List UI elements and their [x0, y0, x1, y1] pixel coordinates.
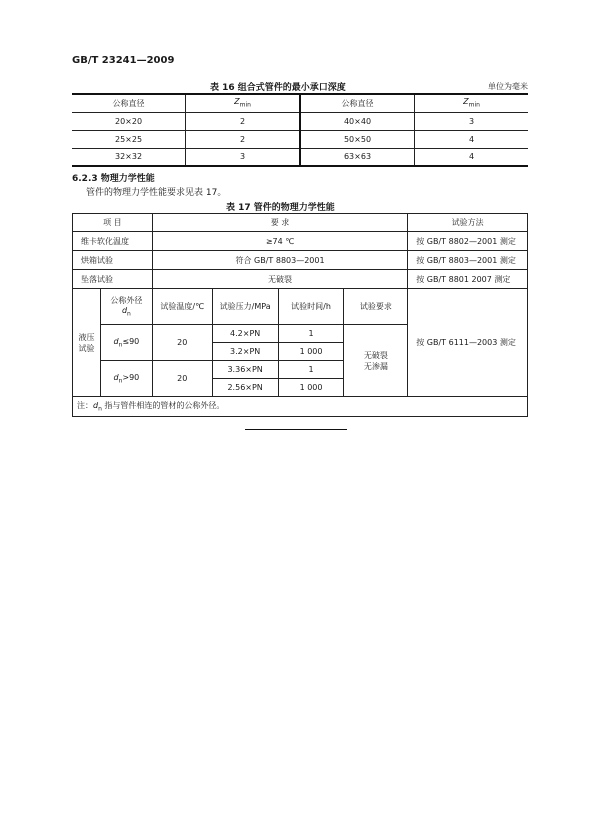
table-cell: 4	[415, 148, 528, 166]
row-method-drop: 按 GB/T 8801 2007 测定	[408, 270, 528, 289]
table-header-row	[72, 94, 528, 112]
table-cell: 2	[186, 112, 300, 130]
row-item-drop: 坠落试验	[73, 270, 153, 289]
table-row	[73, 289, 528, 325]
table-cell: 2	[186, 130, 300, 148]
end-rule	[245, 429, 347, 430]
pressure-test-label-top: 液压	[78, 332, 95, 342]
header-test-method: 试验方法	[408, 214, 528, 232]
table-cell: 3	[186, 148, 300, 166]
table-note: 注：$d_n$ 指与管件相连的管材的公称外径。	[73, 397, 528, 417]
table-note-row	[73, 397, 528, 417]
table-row	[73, 270, 528, 289]
header-zmin: $Z_{min}$	[186, 94, 300, 112]
row-method-oven: 按 GB/T 8803—2001 测定	[408, 251, 528, 270]
table-cell: 20×20	[72, 112, 186, 130]
pressure-cell: 2.56×PN	[212, 379, 278, 397]
pressure-test-label-bottom: 试验	[78, 343, 95, 353]
row-method-vicat: 按 GB/T 8802—2001 测定	[408, 232, 528, 251]
table17	[72, 213, 528, 417]
pressure-test-method: 按 GB/T 6111—2003 测定	[408, 289, 528, 397]
row-req-oven: 符合 GB/T 8803—2001	[152, 251, 407, 270]
standard-number: GB/T 23241—2009	[72, 55, 175, 66]
table17-caption: 表 17 管件的物理力学性能	[226, 203, 335, 213]
table-cell: 50×50	[300, 130, 415, 148]
pressure-cell: 3.36×PN	[212, 361, 278, 379]
dn-cell-1: $d_n\le 90$	[100, 325, 152, 361]
table-row	[73, 251, 528, 270]
time-cell: 1 000	[278, 343, 344, 361]
temp-cell-1: 20	[152, 325, 212, 361]
table-cell: 63×63	[300, 148, 415, 166]
table-row	[72, 130, 528, 148]
sub-header-requirement: 试验要求	[344, 289, 408, 325]
requirement-no-crack: 无破裂	[363, 350, 388, 360]
sub-header-dn: 公称外径 $d_n$	[100, 289, 152, 325]
sub-header-pressure: 试验压力/MPa	[212, 289, 278, 325]
header-nominal-diameter: 公称直径	[72, 94, 186, 112]
table-row	[73, 232, 528, 251]
section-heading: 6.2.3 物理力学性能	[72, 174, 155, 184]
pressure-cell: 3.2×PN	[212, 343, 278, 361]
header-nominal-diameter-2: 公称直径	[300, 94, 415, 112]
header-requirement: 要 求	[152, 214, 407, 232]
temp-cell-2: 20	[152, 361, 212, 397]
pressure-cell: 4.2×PN	[212, 325, 278, 343]
table-cell: 4	[415, 130, 528, 148]
table16	[72, 93, 528, 167]
pressure-test-label	[73, 289, 101, 397]
table-row	[72, 112, 528, 130]
table-header-row	[73, 214, 528, 232]
dn-cell-2: $d_n>90$	[100, 361, 152, 397]
pressure-requirement	[344, 325, 408, 397]
row-req-vicat: ≥74 ℃	[152, 232, 407, 251]
sub-header-temp: 试验温度/℃	[152, 289, 212, 325]
section-body-text: 管件的物理力学性能要求见表 17。	[86, 188, 227, 198]
table-cell: 25×25	[72, 130, 186, 148]
table-cell: 40×40	[300, 112, 415, 130]
requirement-no-leak: 无渗漏	[363, 361, 388, 371]
table16-unit: 单位为毫米	[488, 82, 528, 91]
table-cell: 3	[415, 112, 528, 130]
row-req-drop: 无破裂	[152, 270, 407, 289]
time-cell: 1 000	[278, 379, 344, 397]
sub-header-time: 试验时间/h	[278, 289, 344, 325]
header-item: 项 目	[73, 214, 153, 232]
table-cell: 32×32	[72, 148, 186, 166]
time-cell: 1	[278, 325, 344, 343]
table16-caption: 表 16 组合式管件的最小承口深度	[210, 83, 346, 93]
time-cell: 1	[278, 361, 344, 379]
header-zmin-2: $Z_{min}$	[415, 94, 528, 112]
table-row	[72, 148, 528, 166]
row-item-vicat: 维卡软化温度	[73, 232, 153, 251]
row-item-oven: 烘箱试验	[73, 251, 153, 270]
